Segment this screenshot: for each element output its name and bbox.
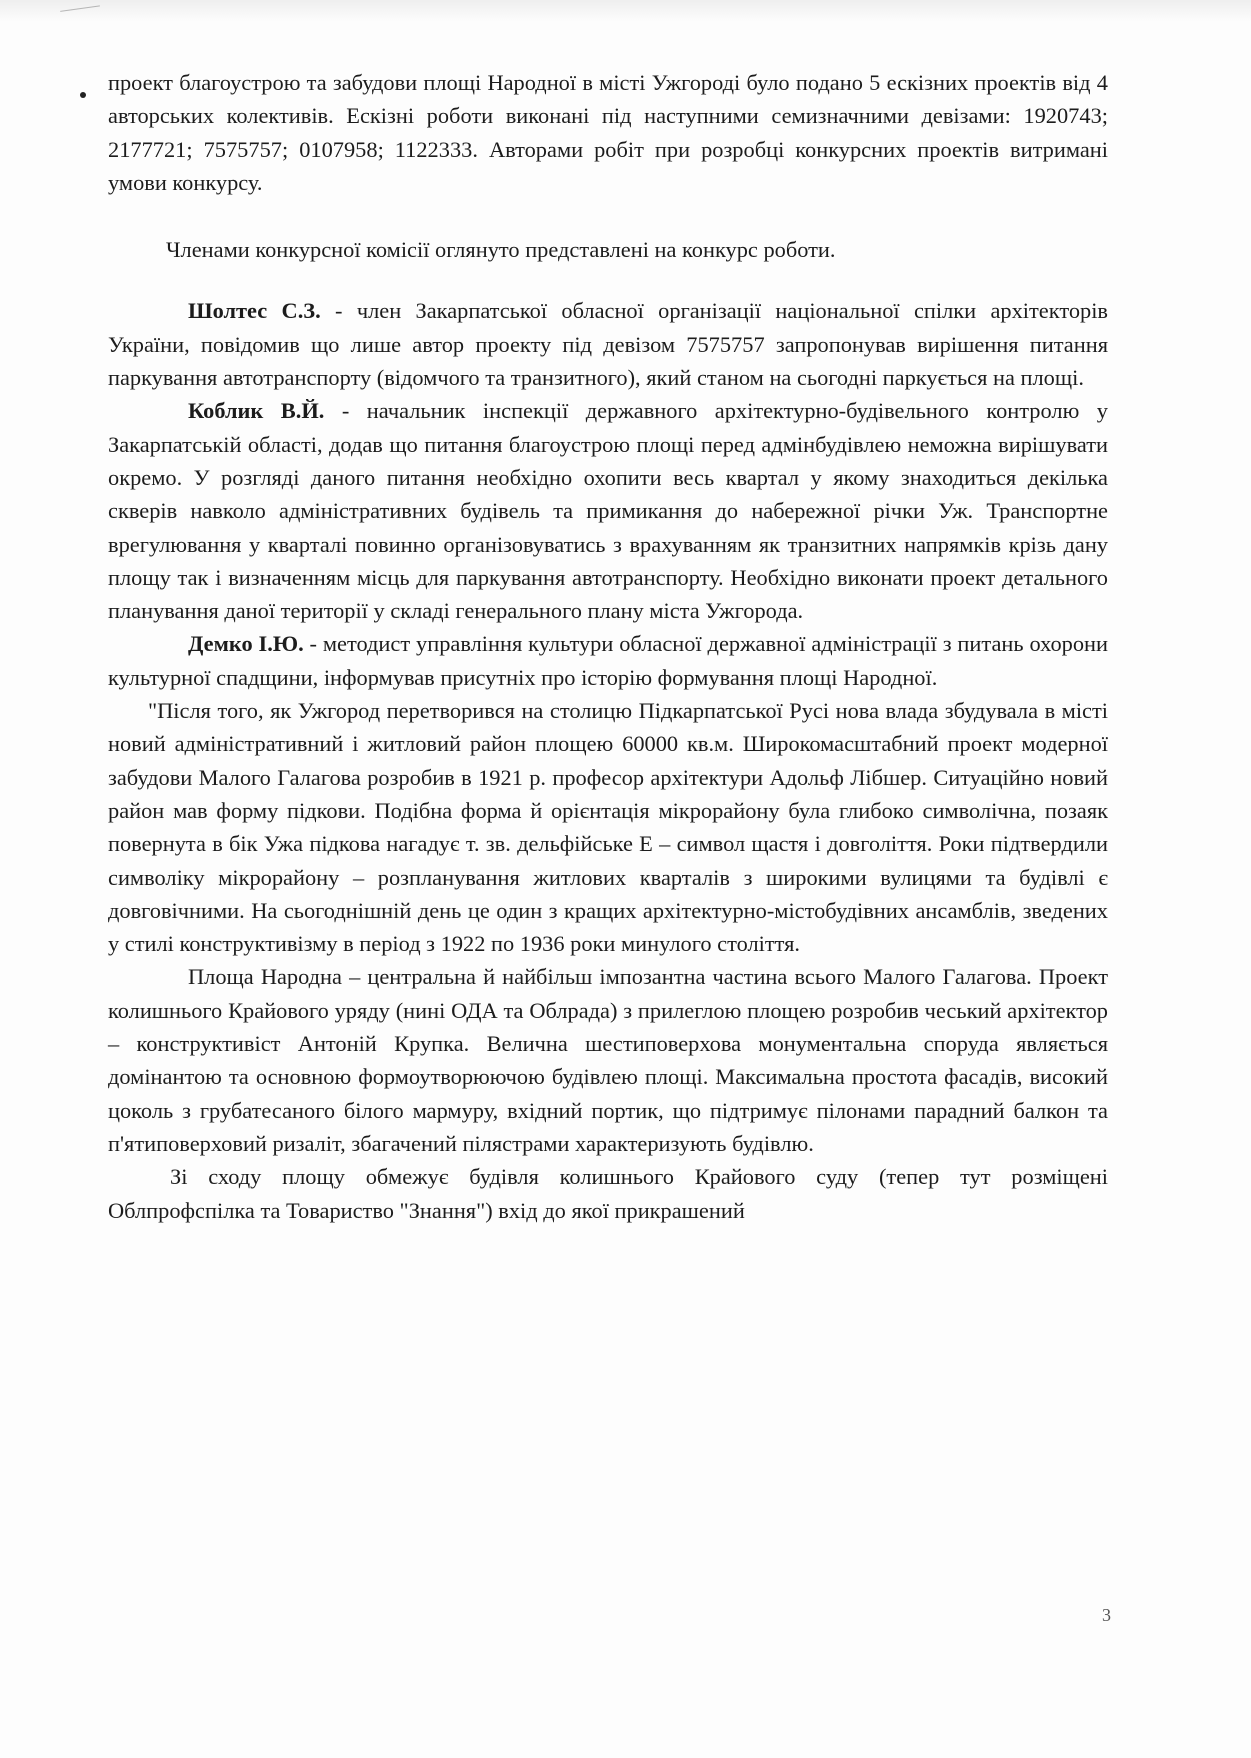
speaker-sholtes: Шолтес С.З. [188,298,321,324]
paragraph-intro: проект благоустрою та забудови площі Народної в місті Ужгороді було подано 5 ескізних проектів від 4 авторських колективів. Ескізні роботи виконані під наступними семизначними девізами: 1920743; 2177721; 7575757; 0107958; 1122333. Авторами робіт при розробці конкурсних проектів витримані умови конкурсу. [108,70,1108,195]
paragraph-demko [108,627,1108,694]
scan-mark [60,5,104,39]
paragraph-square: Площа Народна – центральна й найбільш імпозантна частина всього Малого Галагова. Проект колишнього Крайового уряду (нині ОДА та Облрада) з прилеглою площею розробив чеський архітектор – конструктивіст Антоній Крупка. Велична шестиповерхова монументальна споруда являється домінантою та основною формоутворюючою будівлею площі. Максимальна простота фасадів, високий цоколь з грубатесаного білого мармуру, вхідний портик, що підтримує пілонами парадний балкон та п'ятиповерховий ризаліт, збагачений пілястрами характеризують будівлю. [108,964,1108,1156]
bullet-dot [80,92,86,98]
scan-edge-shadow [0,0,1251,22]
page-number: 3 [1102,1605,1111,1625]
speaker-koblyk-text: - начальник інспекції державного архітектурно-будівельного контролю у Закарпатській області, додав що питання благоустрою площі перед адмінбудівлею неможна вирішувати окремо. У розгляді даного питання необхідно охопити весь квартал у якому знаходиться декілька скверів навколо адміністративних будівель та примикання до набережної річки Уж. Транспортне врегулювання у кварталі повинно організовуватись з врахуванням як транзитних напрямків крізь дану площу так і визначенням місць для паркування автотранспорту. Необхідно виконати проект детального планування даної території у складі генерального плану міста Ужгорода. [108,398,1108,624]
document-body [108,66,1108,1227]
speaker-sholtes-text: - член Закарпатської обласної організації національної спілки архітекторів України, повідомив що лише автор проекту під девізом 7575757 запропонував вирішення питання паркування автотранспорту (відомчого та транзитного), який станом на сьогодні паркується на площі. [108,298,1109,391]
speaker-demko-text: - методист управління культури обласної державної адміністрації з питань охорони культурної спадщини, інформував присутніх про історію формування площі Народної. [108,631,1108,690]
paragraph-court: Зі сходу площу обмежує будівля колишнього Крайового суду (тепер тут розміщені Облпрофспілка та Товариство "Знання") вхід до якої прикрашений [108,1164,1108,1223]
paragraph-sholtes [108,294,1108,394]
paragraph-history: "Після того, як Ужгород перетворився на столицю Підкарпатської Русі нова влада збудувала в місті новий адміністративний і житловий район площею 60000 кв.м. Широкомасштабний проект модерної забудови Малого Галагова розробив в 1921 р. професор архітектури Адольф Лібшер. Ситуаційно новий район мав форму підкови. Подібна форма й орієнтація мікрорайону була глибоко символічна, позаяк повернута в бік Ужа підкова нагадує т. зв. дельфійське Е – символ щастя і довголіття. Роки підтвердили символіку мікрорайону – розпланування житлових кварталів з широкими вулицями та будівлі є довговічними. На сьогоднішній день це один з кращих архітектурно-містобудівних ансамблів, зведених у стилі конструктивізму в період з 1922 по 1936 роки минулого століття. [108,698,1108,957]
speaker-demko: Демко І.Ю. [188,631,304,657]
paragraph-commission: Членами конкурсної комісії оглянуто представлені на конкурс роботи. [166,237,836,263]
paragraph-koblyk [108,394,1108,627]
speaker-koblyk: Коблик В.Й. [188,398,325,424]
